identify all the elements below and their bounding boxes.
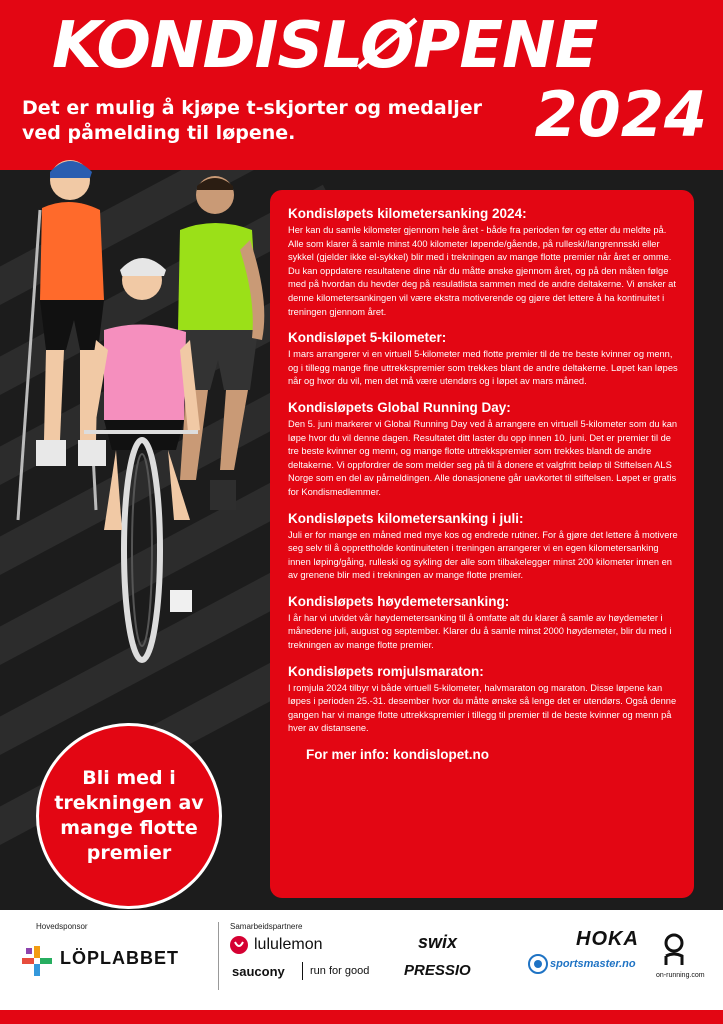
on-running-url: on-running.com: [656, 972, 705, 979]
hoka-logo: HOKA: [576, 928, 639, 950]
section-5km: [288, 330, 678, 389]
main-sponsor-label: Hovedsponsor: [36, 922, 88, 931]
swix-logo: swix: [418, 932, 458, 952]
section-body: Juli er for mange en måned med mye kos og endrede rutiner. For å gjøre det lettere å motivere seg selv til å opprettholde kontinuiteten i treningen arrangerer vi en egen kilometersanking innen løping/gåing, rulleski og sykling der alle som tilbakelegger minst 200 kilometer innen en av grenene blir med i trekningen av mange flotte premier.: [288, 529, 678, 581]
section-title: Kondisløpet 5-kilometer:: [288, 330, 447, 346]
saucony-tagline: run for good: [310, 965, 370, 977]
prize-draw-badge: [36, 723, 222, 909]
on-logo-icon: [662, 932, 696, 966]
section-christmas-marathon: [288, 664, 678, 736]
section-body: Den 5. juni markerer vi Global Running Day ved å arrangere en virtuell 5-kilometer som du kan løpe hvor du vil denne dagen. Resultatet ditt laster du opp innen 10. juni. Det er premier til de tre beste kvinner og menn, og mange flotte uttrekkspremier som trekkes blandt de andre deltakerne. Vi oppfordrer de som melder seg på til å donere et valgfritt beløp til Stiftelsen ALS Norge som en del av påmeldingen. Alle donasjonene går uavkortet til stiftelsen. Løpet er gratis for Kondismedlemmer.: [288, 418, 678, 497]
saucony-divider: [302, 962, 303, 980]
section-title: Kondisløpets Global Running Day:: [288, 399, 511, 415]
lululemon-logo: lululemon: [254, 936, 323, 953]
sportsmaster-logo-icon: [528, 954, 548, 974]
bottom-red-bar: [0, 1010, 723, 1024]
section-body: I romjula 2024 tilbyr vi både virtuell 5-kilometer, halvmaraton og maraton. Disse løpene kan løpes i perioden 25.-31. desember hvor du måtte ønske så lenge det er utendørs. Også denne gangen har vi mange flotte uttrekkspremier i tillegg til premier til de beste kvinner og menn på hver av distansene.: [288, 682, 677, 734]
footer-divider: [218, 922, 219, 990]
section-km-collection-july: [288, 511, 678, 583]
section-title: Kondisløpets kilometersanking 2024:: [288, 206, 527, 221]
page-title: KONDISLØPENE: [52, 9, 598, 83]
section-body: I år har vi utvidet vår høydemetersanking til å omfatte alt du klarer å samle av høydemeter i månedene juli, august og september. Klarer du å samle minst 2000 høydemeter, blir du med i trekningen av mange flotte premier.: [288, 612, 672, 651]
athletes-photo: [0, 150, 280, 690]
sportsmaster-logo: sportsmaster.no: [550, 958, 636, 970]
loplabbet-logo-icon: [20, 944, 54, 978]
year-label: 2024: [534, 78, 707, 151]
section-title: Kondisløpets romjulsmaraton:: [288, 663, 484, 679]
prize-draw-text: Bli med i trekningen av mange flotte premier: [54, 767, 204, 864]
pressio-logo: PRESSIO: [404, 962, 471, 979]
loplabbet-logo: LÖPLABBET: [60, 948, 179, 968]
section-body: Her kan du samle kilometer gjennom hele året - både fra perioden før og etter du meldte på. Alle som klarer å samle minst 400 kilometer løpende/gående, på rulleski/langrennsski eller sykkel (gjelder ikke el-sykkel) blir med i trekningen av mange flotte premier når året er omme. Du kan oppdatere resultatene dine når du måtte ønske gjennom året, og på den måten følge med på hvordan du hevder deg på resulatlista sammen med de andre deltakerne. Vi ønsker at denne kilometersankingen vil være ekstra motiverende og gjøre det lettere å ha kontinuitet i treningen gjennom året.: [288, 225, 676, 317]
info-panel: [270, 190, 694, 898]
page-subtitle: Det er mulig å kjøpe t-skjorter og medaljer ved påmelding til løpene.: [22, 97, 482, 144]
section-body: I mars arrangerer vi en virtuell 5-kilometer med flotte premier til de tre beste kvinner og menn, og i tillegg mange fine uttrekkspremier som trekkes blant de andre deltakerne. Løpet kan løpes når og hvor du vil, men det må være utendørs og i løpet av mars måned.: [288, 349, 678, 387]
saucony-logo: saucony: [232, 964, 285, 979]
section-elevation-collection: [288, 594, 678, 653]
section-title: Kondisløpets høydemetersanking:: [288, 593, 510, 609]
section-title: Kondisløpets kilometersanking i juli:: [288, 510, 524, 526]
sponsor-footer: [0, 910, 723, 1010]
header-band: [0, 0, 723, 170]
runner-figure: [178, 176, 264, 510]
lululemon-logo-icon: [230, 936, 248, 954]
roller-skier-figure: [18, 160, 106, 520]
partners-label: Samarbeidspartnere: [230, 922, 303, 931]
section-km-collection-2024: [288, 206, 678, 319]
more-info-link[interactable]: For mer info: kondislopet.no: [306, 747, 489, 763]
section-global-running-day: [288, 400, 678, 500]
